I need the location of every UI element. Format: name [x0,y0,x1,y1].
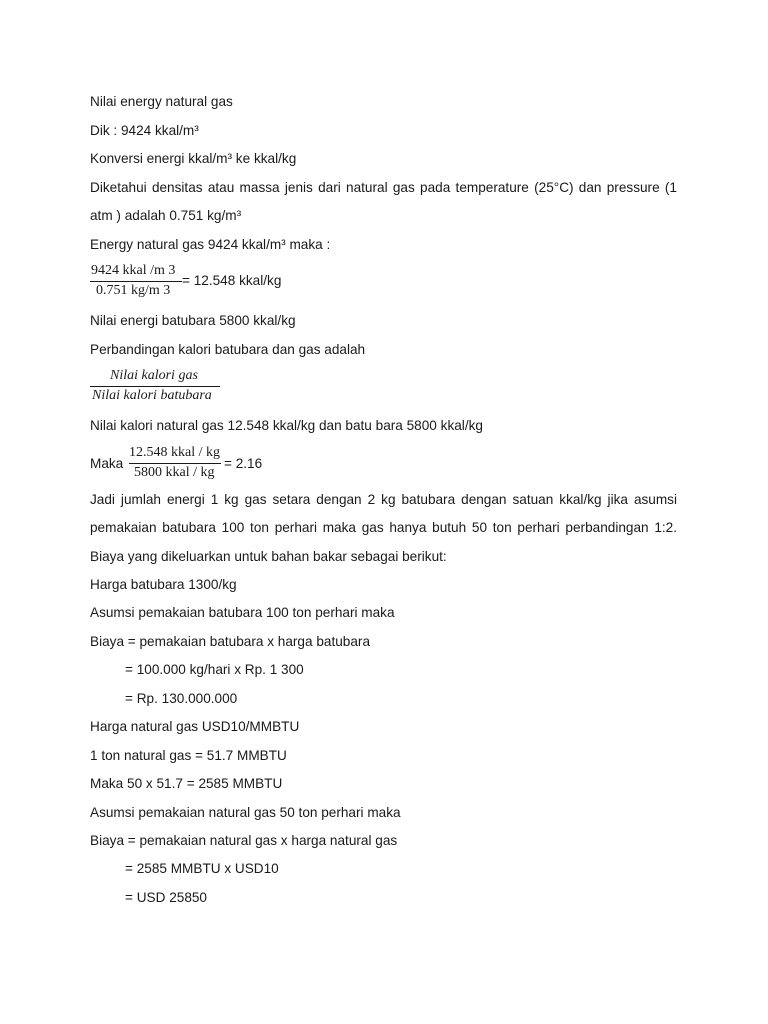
fraction-kalori-value [127,444,227,484]
text-ton-gas: 1 ton natural gas = 51.7 MMBTU [90,748,287,763]
text-harga-gas: Harga natural gas USD10/MMBTU [90,719,300,734]
text-nilai-kalori: Nilai kalori natural gas 12.548 kkal/kg dan batu bara 5800 kkal/kg [90,418,483,433]
fraction-energy-conversion [88,262,188,302]
text-calc-gas-1: = 2585 MMBTU x USD10 [125,861,279,876]
text-dik: Dik : 9424 kkal/m³ [90,123,199,138]
text-energi-batubara: Nilai energi batubara 5800 kkal/kg [90,313,296,328]
text-energy-gas: Energy natural gas 9424 kkal/m³ maka : [90,237,331,252]
text-densitas-1: Diketahui densitas atau massa jenis dari natural gas pada temperature (25°C) dan pressure (1 [90,180,677,195]
fraction-kalori-ratio [88,367,228,407]
text-biaya-intro: Biaya yang dikeluarkan untuk bahan bakar sebagai berikut: [90,549,447,564]
text-jadi-2: pemakaian batubara 100 ton perhari maka gas hanya butuh 50 ton perhari perbandingan 1:2. [90,520,677,535]
text-calc-batubara-2: = Rp. 130.000.000 [125,691,238,706]
fraction-denominator: 0.751 kg/m 3 [96,283,171,298]
fraction-denominator: Nilai kalori batubara [92,388,212,403]
text-calc-batubara-1: = 100.000 kg/hari x Rp. 1 300 [125,662,304,677]
text-calc-gas-2: = USD 25850 [125,890,207,905]
text-konversi: Konversi energi kkal/m³ ke kkal/kg [90,151,297,166]
text-biaya-batubara: Biaya = pemakaian batubara x harga batubara [90,634,370,649]
text-asumsi-batubara: Asumsi pemakaian batubara 100 ton perhari maka [90,605,395,620]
fraction-denominator: 5800 kkal / kg [134,465,215,480]
fraction-numerator: 9424 kkal /m 3 [91,263,176,278]
text-fraction-result-1: = 12.548 kkal/kg [182,273,282,288]
text-asumsi-gas: Asumsi pemakaian natural gas 50 ton perhari maka [90,805,401,820]
text-fraction-result-3: = 2.16 [224,456,263,471]
text-biaya-gas: Biaya = pemakaian natural gas x harga natural gas [90,833,398,848]
fraction-numerator: 12.548 kkal / kg [129,445,220,460]
heading-nilai-energy: Nilai energy natural gas [90,94,233,109]
text-jadi-1: Jadi jumlah energi 1 kg gas setara dengan 2 kg batubara dengan satuan kkal/kg jika asumsi [90,492,677,507]
fraction-numerator: Nilai kalori gas [110,368,198,383]
text-maka: Maka [90,456,124,471]
text-maka-gas: Maka 50 x 51.7 = 2585 MMBTU [90,776,283,791]
text-perbandingan: Perbandingan kalori batubara dan gas adalah [90,342,366,357]
text-densitas-2: atm ) adalah 0.751 kg/m³ [90,208,242,223]
text-harga-batubara: Harga batubara 1300/kg [90,577,237,592]
